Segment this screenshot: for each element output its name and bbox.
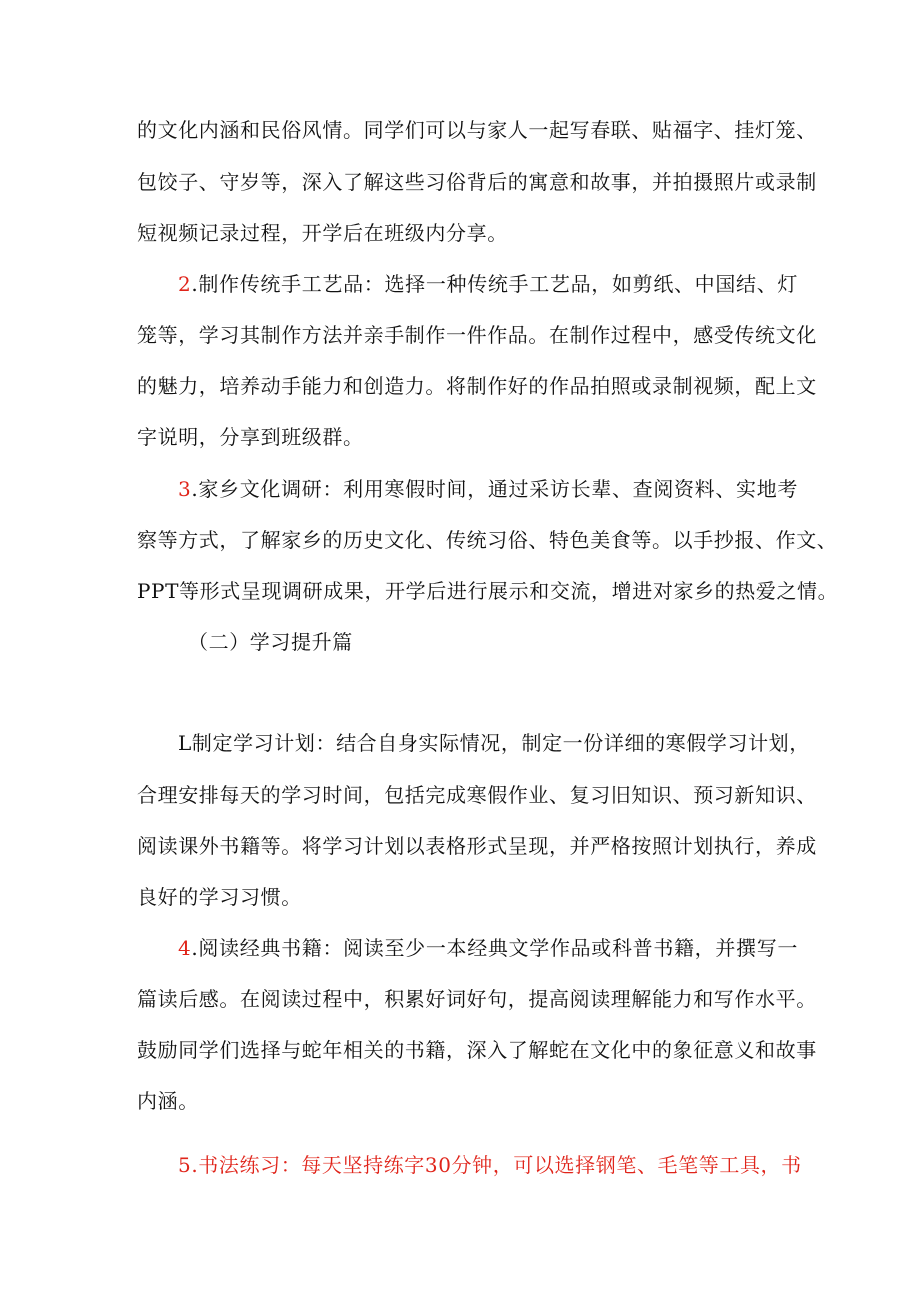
- item-2-line-2: 笼等，学习其制作方法并亲手制作一件作品。在制作过程中，感受传统文化: [137, 323, 817, 347]
- item-4-line-3: 鼓励同学们选择与蛇年相关的书籍，深入了解蛇在文化中的象征意义和故事: [137, 1038, 817, 1062]
- item-1b-line-2: 合理安排每天的学习时间，包括完成寒假作业、复习旧知识、预习新知识、: [137, 783, 817, 807]
- item-3-number: 3: [178, 477, 192, 501]
- item-3-text: .家乡文化调研：利用寒假时间，通过采访长辈、查阅资料、实地考: [191, 477, 798, 501]
- item-5-line-1: [178, 1151, 802, 1179]
- intro-line-1: 的文化内涵和民俗风情。同学们可以与家人一起写春联、贴福字、挂灯笼、: [137, 118, 817, 142]
- item-4-line-2: 篇读后感。在阅读过程中，积累好词好句，提高阅读理解能力和写作水平。: [137, 987, 817, 1011]
- item-5-red-text: 练习：每天坚持练字30分钟，可以选择钢笔、毛笔等工具，书: [239, 1153, 802, 1177]
- item-4-line-1: [178, 934, 798, 962]
- item-4-text: .阅读经典书籍：阅读至少一本经典文学作品或科普书籍，并撰写一: [191, 936, 798, 960]
- intro-line-2: 包饺子、守岁等，深入了解这些习俗背后的寓意和故事，并拍摄照片或录制: [137, 170, 817, 194]
- item-2-line-4: 字说明，分享到班级群。: [137, 425, 364, 449]
- intro-line-3: 短视频记录过程，开学后在班级内分享。: [137, 221, 508, 245]
- item-3-line-1: [178, 475, 798, 503]
- item-4-line-4: 内涵。: [137, 1089, 199, 1113]
- item-2-number: 2: [178, 272, 192, 296]
- item-2-line-3: 的魅力，培养动手能力和创造力。将制作好的作品拍照或录制视频，配上文: [137, 374, 817, 398]
- item-3-line-3: PPT等形式呈现调研成果，开学后进行展示和交流，增进对家乡的热爱之情。: [137, 579, 839, 603]
- item-5-number: 5: [178, 1153, 192, 1177]
- item-1b-line-1: L制定学习计划：结合自身实际情况，制定一份详细的寒假学习计划，: [178, 731, 810, 755]
- section-heading: （二）学习提升篇: [188, 630, 353, 654]
- item-1b-line-4: 良好的学习习惯。: [137, 885, 302, 909]
- item-1b-line-3: 阅读课外书籍等。将学习计划以表格形式呈现，并严格按照计划执行，养成: [137, 834, 817, 858]
- item-2-line-1: [178, 270, 798, 298]
- item-3-line-2: 察等方式，了解家乡的历史文化、传统习俗、特色美食等。以手抄报、作文、: [137, 528, 838, 552]
- item-4-number: 4: [178, 936, 192, 960]
- item-5-prefix: .书法: [191, 1153, 240, 1177]
- item-2-text: .制作传统手工艺品：选择一种传统手工艺品，如剪纸、中国结、灯: [191, 272, 798, 296]
